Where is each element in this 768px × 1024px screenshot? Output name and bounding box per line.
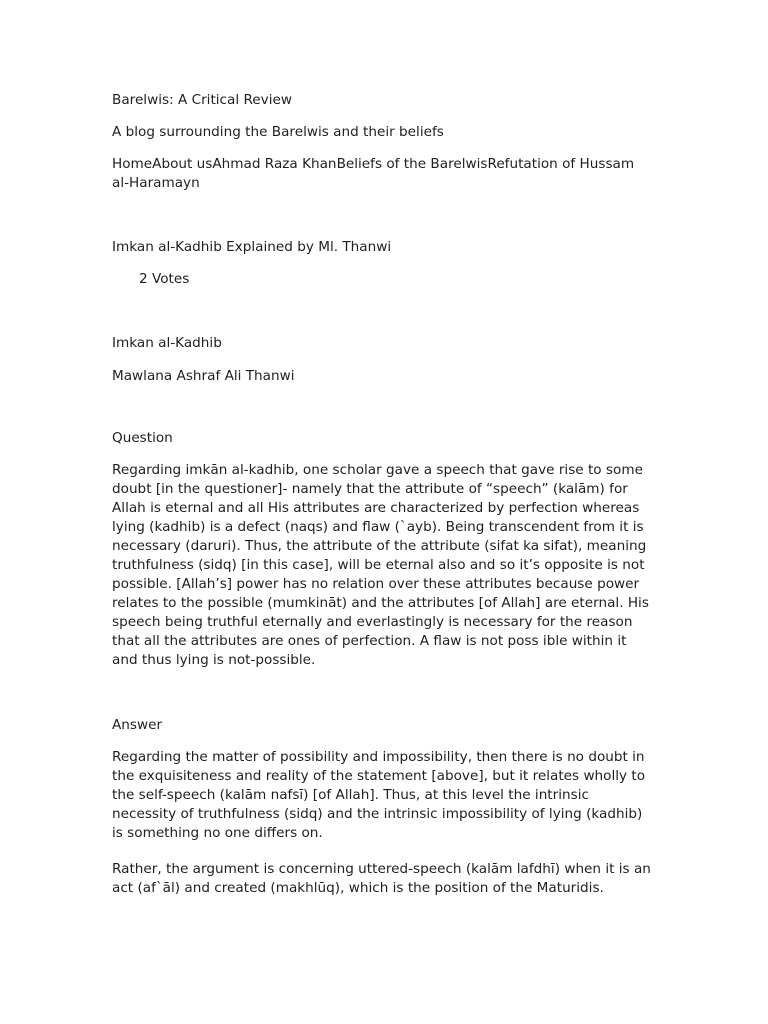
nav-item-refutation-of-hussam-al-haramayn[interactable]: Refutation of Hussam al-Haramayn <box>112 156 635 191</box>
post-title: Imkan al-Kadhib Explained by Ml. Thanwi <box>112 239 392 255</box>
question-heading: Question <box>112 430 173 446</box>
rather-paragraph: Rather, the argument is concerning uttered-speech (kalām lafdhī) when it is an act (af`āl) and created (makhlūq), which is the position of the Maturidis. <box>112 861 651 896</box>
main-navigation <box>112 155 652 193</box>
answer-paragraph: Regarding the matter of possibility and impossibility, then there is no doubt in the exquisiteness and reality of the statement [above], but it relates wholly to the self-speech (kalām nafsī) [of Allah]. Thus, at this level the intrinsic necessity of truthfulness (sidq) and the intrinsic impossibility of lying (kadhib) is something no one differs on. <box>112 749 646 841</box>
post-subtitle: Imkan al-Kadhib <box>112 335 222 351</box>
blog-tagline: A blog surrounding the Barelwis and their beliefs <box>112 124 444 140</box>
nav-item-ahmad-raza-khan[interactable]: Ahmad Raza Khan <box>212 156 337 172</box>
question-paragraph: Regarding imkān al-kadhib, one scholar gave a speech that gave rise to some doubt [in the questioner]- namely that the attribute of “speech” (kalām) for Allah is eternal and all His attributes are characterized by perfection whereas lying (kadhib) is a defect (naqs) and flaw (`ayb). Being transcendent from it is necessary (daruri). Thus, the attribute of the attribute (sifat ka sifat), meaning truthfulness (sidq) [in this case], will be eternal also and so it’s opposite is not possible. [Allah’s] power has no relation over these attributes because power relates to the possible (mumkināt) and the attributes [of Allah] are eternal. His speech being truthful eternally and everlastingly is necessary for the reason that all the attributes are ones of perfection. A flaw is not poss ible within it and thus lying is not-possible. <box>112 462 649 668</box>
nav-item-about-us[interactable]: About us <box>152 156 213 172</box>
blog-title: Barelwis: A Critical Review <box>112 92 292 108</box>
votes-count: 2 Votes <box>139 271 190 287</box>
answer-heading: Answer <box>112 717 163 733</box>
post-author: Mawlana Ashraf Ali Thanwi <box>112 368 295 384</box>
nav-item-beliefs-of-the-barelwis[interactable]: Beliefs of the Barelwis <box>336 156 488 172</box>
nav-item-home[interactable]: Home <box>112 156 153 172</box>
